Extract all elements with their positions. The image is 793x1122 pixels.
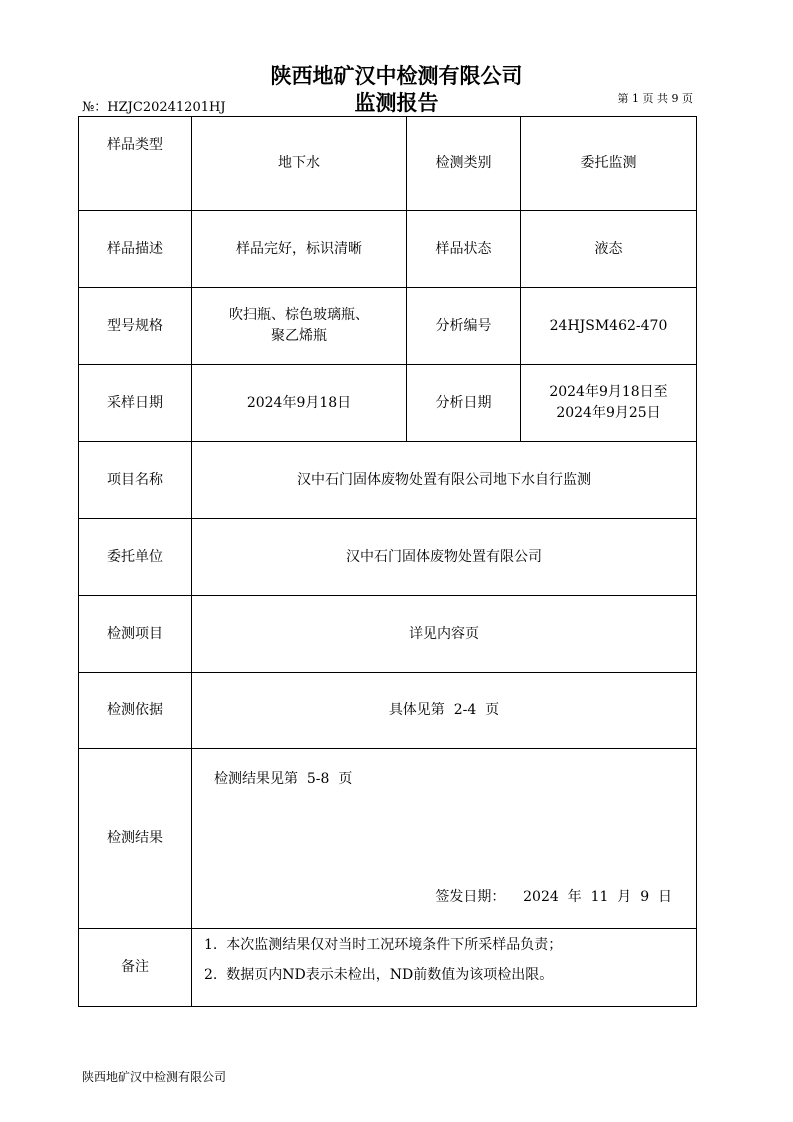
analysis-date-line1: 2024年9月18日至	[549, 384, 668, 400]
value-sample-state: 液态	[521, 211, 697, 288]
label-notes: 备注	[79, 929, 192, 1007]
value-model-spec	[192, 288, 407, 365]
company-title: 陕西地矿汉中检测有限公司	[270, 64, 523, 88]
value-sample-type: 地下水	[192, 117, 407, 211]
value-analysis-date	[521, 365, 697, 442]
label-items: 检测项目	[79, 596, 192, 673]
value-project: 汉中石门固体废物处置有限公司地下水自行监测	[192, 442, 697, 519]
page-indicator: 第 1 页 共 9 页	[617, 92, 693, 105]
report-number: №：HZJC20241201HJ	[82, 100, 226, 115]
value-analysis-no: 24HJSM462-470	[521, 288, 697, 365]
footer-company: 陕西地矿汉中检测有限公司	[82, 1070, 227, 1084]
label-client: 委托单位	[79, 519, 192, 596]
note-2: 2. 数据页内ND表示未检出，ND前数值为该项检出限。	[204, 967, 554, 983]
label-test-category: 检测类别	[407, 117, 521, 211]
value-sample-date: 2024年9月18日	[192, 365, 407, 442]
value-client: 汉中石门固体废物处置有限公司	[192, 519, 697, 596]
row-notes	[79, 929, 697, 1007]
report-title: 监测报告	[354, 91, 439, 115]
value-sample-desc: 样品完好，标识清晰	[192, 211, 407, 288]
label-sample-state: 样品状态	[407, 211, 521, 288]
row-basis	[79, 673, 697, 749]
row-client	[79, 519, 697, 596]
row-sample-date	[79, 365, 697, 442]
value-basis: 具体见第 2-4 页	[192, 673, 697, 749]
row-items	[79, 596, 697, 673]
label-model-spec: 型号规格	[79, 288, 192, 365]
row-model-spec	[79, 288, 697, 365]
value-items: 详见内容页	[192, 596, 697, 673]
value-test-category: 委托监测	[521, 117, 697, 211]
label-sample-desc: 样品描述	[79, 211, 192, 288]
label-sample-type: 样品类型	[79, 117, 192, 211]
row-project	[79, 442, 697, 519]
label-analysis-no: 分析编号	[407, 288, 521, 365]
issue-date: 签发日期： 2024 年 11 月 9 日	[435, 889, 672, 905]
value-result-cell	[192, 749, 697, 929]
label-analysis-date: 分析日期	[407, 365, 521, 442]
label-project: 项目名称	[79, 442, 192, 519]
report-info-table	[78, 116, 697, 1007]
row-result	[79, 749, 697, 929]
label-sample-date: 采样日期	[79, 365, 192, 442]
label-result: 检测结果	[79, 749, 192, 929]
model-spec-line2: 聚乙烯瓶	[271, 328, 327, 344]
row-sample-desc	[79, 211, 697, 288]
analysis-date-line2: 2024年9月25日	[556, 405, 661, 421]
value-result: 检测结果见第 5-8 页	[214, 771, 353, 787]
notes-cell	[192, 929, 697, 1007]
label-basis: 检测依据	[79, 673, 192, 749]
row-sample-type	[79, 117, 697, 211]
model-spec-line1: 吹扫瓶、棕色玻璃瓶、	[229, 307, 369, 323]
note-1: 1. 本次监测结果仅对当时工况环境条件下所采样品负责；	[204, 937, 563, 953]
